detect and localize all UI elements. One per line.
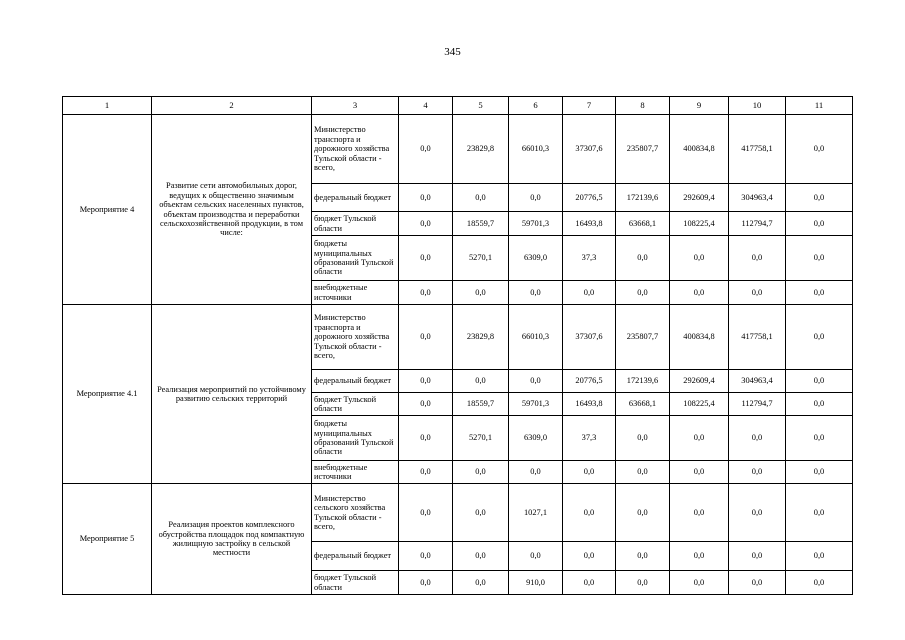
value-cell: 400834,8 xyxy=(670,305,729,370)
value-cell: 5270,1 xyxy=(453,416,509,461)
funding-source-cell: бюджеты муниципальных образований Тульской области xyxy=(312,236,399,281)
value-cell: 172139,6 xyxy=(616,184,670,212)
column-header: 6 xyxy=(509,97,563,115)
value-cell: 0,0 xyxy=(786,461,853,484)
value-cell: 910,0 xyxy=(509,571,563,595)
value-cell: 172139,6 xyxy=(616,370,670,393)
value-cell: 108225,4 xyxy=(670,393,729,416)
value-cell: 0,0 xyxy=(729,542,786,571)
value-cell: 0,0 xyxy=(729,236,786,281)
event-name-cell: Мероприятие 4.1 xyxy=(63,305,152,484)
value-cell: 108225,4 xyxy=(670,212,729,236)
funding-source-cell: бюджет Тульской области xyxy=(312,393,399,416)
value-cell: 0,0 xyxy=(399,484,453,542)
value-cell: 0,0 xyxy=(786,393,853,416)
funding-source-cell: федеральный бюджет xyxy=(312,370,399,393)
column-header: 9 xyxy=(670,97,729,115)
funding-source-cell: Министерство сельского хозяйства Тульской области - всего, xyxy=(312,484,399,542)
value-cell: 63668,1 xyxy=(616,393,670,416)
table-row xyxy=(63,305,853,370)
value-cell: 18559,7 xyxy=(453,393,509,416)
value-cell: 0,0 xyxy=(616,542,670,571)
value-cell: 0,0 xyxy=(786,236,853,281)
funding-source-cell: бюджет Тульской области xyxy=(312,212,399,236)
value-cell: 0,0 xyxy=(399,370,453,393)
value-cell: 0,0 xyxy=(786,305,853,370)
column-header: 2 xyxy=(152,97,312,115)
value-cell: 6309,0 xyxy=(509,416,563,461)
value-cell: 0,0 xyxy=(399,542,453,571)
value-cell: 304963,4 xyxy=(729,370,786,393)
funding-source-cell: Министерство транспорта и дорожного хозяйства Тульской области - всего, xyxy=(312,305,399,370)
value-cell: 0,0 xyxy=(453,571,509,595)
value-cell: 0,0 xyxy=(399,212,453,236)
value-cell: 0,0 xyxy=(670,416,729,461)
value-cell: 0,0 xyxy=(563,281,616,305)
budget-table xyxy=(62,96,853,595)
event-description-cell: Реализация проектов комплексного обустройства площадок под компактную жилищную застройку в сельской местности xyxy=(152,484,312,595)
column-header: 4 xyxy=(399,97,453,115)
value-cell: 59701,3 xyxy=(509,393,563,416)
value-cell: 0,0 xyxy=(399,281,453,305)
value-cell: 0,0 xyxy=(563,571,616,595)
value-cell: 0,0 xyxy=(509,184,563,212)
value-cell: 0,0 xyxy=(563,484,616,542)
value-cell: 23829,8 xyxy=(453,115,509,184)
header-row xyxy=(63,97,853,115)
value-cell: 16493,8 xyxy=(563,393,616,416)
value-cell: 400834,8 xyxy=(670,115,729,184)
value-cell: 0,0 xyxy=(399,393,453,416)
value-cell: 37,3 xyxy=(563,416,616,461)
value-cell: 0,0 xyxy=(729,571,786,595)
value-cell: 0,0 xyxy=(729,281,786,305)
value-cell: 417758,1 xyxy=(729,115,786,184)
value-cell: 112794,7 xyxy=(729,393,786,416)
value-cell: 0,0 xyxy=(399,115,453,184)
funding-source-cell: бюджеты муниципальных образований Тульской области xyxy=(312,416,399,461)
value-cell: 0,0 xyxy=(786,571,853,595)
value-cell: 20776,5 xyxy=(563,370,616,393)
column-header: 7 xyxy=(563,97,616,115)
value-cell: 0,0 xyxy=(399,305,453,370)
value-cell: 0,0 xyxy=(670,236,729,281)
value-cell: 63668,1 xyxy=(616,212,670,236)
value-cell: 0,0 xyxy=(786,115,853,184)
value-cell: 0,0 xyxy=(786,281,853,305)
table-row xyxy=(63,484,853,542)
value-cell: 59701,3 xyxy=(509,212,563,236)
value-cell: 304963,4 xyxy=(729,184,786,212)
value-cell: 0,0 xyxy=(509,461,563,484)
value-cell: 0,0 xyxy=(453,184,509,212)
value-cell: 0,0 xyxy=(786,484,853,542)
value-cell: 417758,1 xyxy=(729,305,786,370)
value-cell: 0,0 xyxy=(729,484,786,542)
value-cell: 0,0 xyxy=(670,281,729,305)
value-cell: 0,0 xyxy=(786,370,853,393)
value-cell: 37,3 xyxy=(563,236,616,281)
value-cell: 0,0 xyxy=(453,484,509,542)
value-cell: 16493,8 xyxy=(563,212,616,236)
value-cell: 0,0 xyxy=(786,416,853,461)
funding-source-cell: Министерство транспорта и дорожного хозяйства Тульской области - всего, xyxy=(312,115,399,184)
value-cell: 292609,4 xyxy=(670,370,729,393)
event-name-cell: Мероприятие 4 xyxy=(63,115,152,305)
column-header: 10 xyxy=(729,97,786,115)
value-cell: 0,0 xyxy=(509,281,563,305)
table-body xyxy=(63,115,853,595)
funding-source-cell: федеральный бюджет xyxy=(312,184,399,212)
value-cell: 0,0 xyxy=(453,370,509,393)
column-header: 11 xyxy=(786,97,853,115)
value-cell: 18559,7 xyxy=(453,212,509,236)
value-cell: 0,0 xyxy=(786,542,853,571)
table-row xyxy=(63,115,853,184)
value-cell: 66010,3 xyxy=(509,305,563,370)
value-cell: 0,0 xyxy=(453,542,509,571)
value-cell: 0,0 xyxy=(563,542,616,571)
value-cell: 0,0 xyxy=(670,542,729,571)
value-cell: 6309,0 xyxy=(509,236,563,281)
value-cell: 20776,5 xyxy=(563,184,616,212)
value-cell: 0,0 xyxy=(509,542,563,571)
funding-source-cell: внебюджетные источники xyxy=(312,281,399,305)
value-cell: 0,0 xyxy=(670,571,729,595)
value-cell: 5270,1 xyxy=(453,236,509,281)
value-cell: 66010,3 xyxy=(509,115,563,184)
funding-source-cell: бюджет Тульской области xyxy=(312,571,399,595)
value-cell: 0,0 xyxy=(399,416,453,461)
value-cell: 0,0 xyxy=(616,571,670,595)
value-cell: 0,0 xyxy=(616,484,670,542)
column-header: 3 xyxy=(312,97,399,115)
value-cell: 0,0 xyxy=(399,236,453,281)
table-header xyxy=(63,97,853,115)
funding-source-cell: внебюджетные источники xyxy=(312,461,399,484)
value-cell: 0,0 xyxy=(616,281,670,305)
value-cell: 0,0 xyxy=(616,461,670,484)
value-cell: 0,0 xyxy=(453,281,509,305)
value-cell: 0,0 xyxy=(729,461,786,484)
page-number: 345 xyxy=(444,46,461,58)
value-cell: 0,0 xyxy=(616,416,670,461)
value-cell: 37307,6 xyxy=(563,115,616,184)
value-cell: 0,0 xyxy=(729,416,786,461)
value-cell: 0,0 xyxy=(786,212,853,236)
value-cell: 0,0 xyxy=(399,461,453,484)
value-cell: 0,0 xyxy=(399,184,453,212)
event-description-cell: Развитие сети автомобильных дорог, ведущих к общественно значимым объектам сельских населенных пунктов, объектам производства и переработки сельскохозяйственной продукции, в том числе: xyxy=(152,115,312,305)
value-cell: 0,0 xyxy=(786,184,853,212)
value-cell: 235807,7 xyxy=(616,115,670,184)
column-header: 5 xyxy=(453,97,509,115)
value-cell: 0,0 xyxy=(616,236,670,281)
event-description-cell: Реализация мероприятий по устойчивому развитию сельских территорий xyxy=(152,305,312,484)
value-cell: 112794,7 xyxy=(729,212,786,236)
funding-source-cell: федеральный бюджет xyxy=(312,542,399,571)
column-header: 1 xyxy=(63,97,152,115)
value-cell: 37307,6 xyxy=(563,305,616,370)
value-cell: 1027,1 xyxy=(509,484,563,542)
value-cell: 0,0 xyxy=(509,370,563,393)
value-cell: 23829,8 xyxy=(453,305,509,370)
value-cell: 292609,4 xyxy=(670,184,729,212)
event-name-cell: Мероприятие 5 xyxy=(63,484,152,595)
value-cell: 0,0 xyxy=(670,484,729,542)
value-cell: 0,0 xyxy=(399,571,453,595)
value-cell: 0,0 xyxy=(563,461,616,484)
value-cell: 0,0 xyxy=(453,461,509,484)
value-cell: 235807,7 xyxy=(616,305,670,370)
value-cell: 0,0 xyxy=(670,461,729,484)
column-header: 8 xyxy=(616,97,670,115)
